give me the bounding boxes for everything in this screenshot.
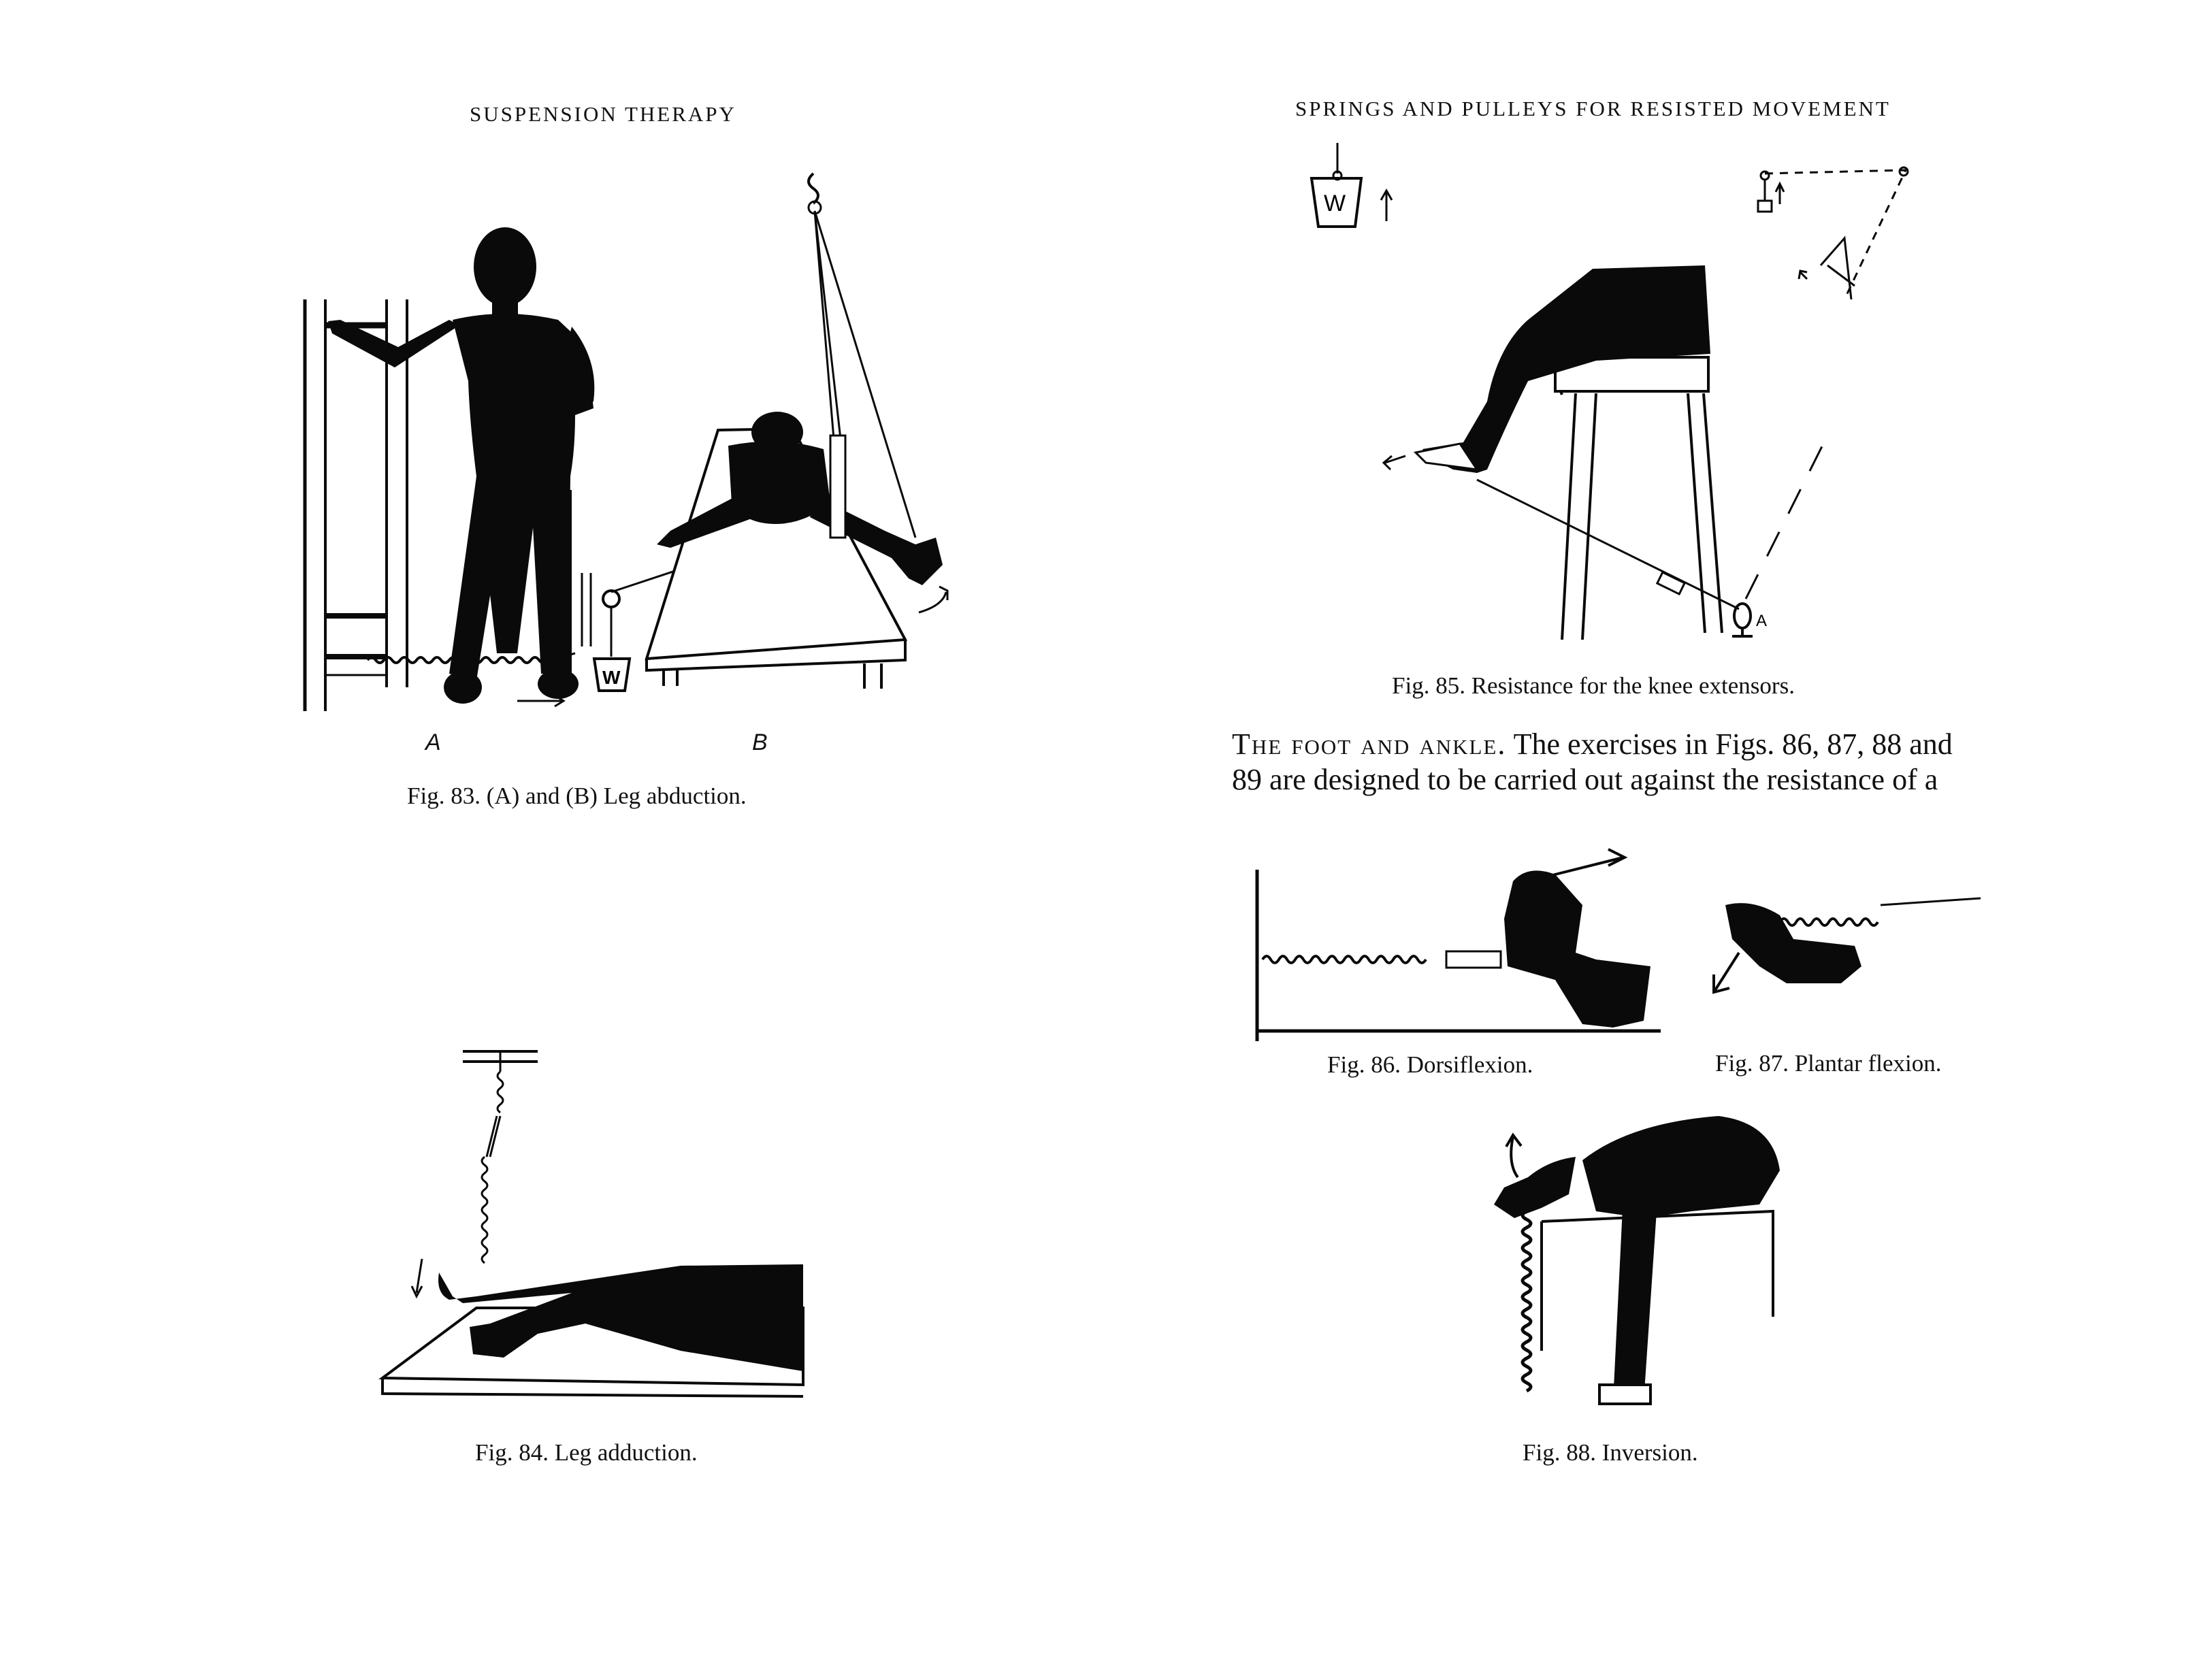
running-head-left: SUSPENSION THERAPY (470, 102, 736, 126)
fig88-illustration (1106, 0, 2212, 1657)
fig85-point-label: A (1756, 612, 1768, 630)
right-page (1106, 0, 2212, 1657)
fig83-caption: Fig. 83. (A) and (B) Leg abduction. (407, 783, 747, 809)
fig88-caption: Fig. 88. Inversion. (1523, 1439, 1698, 1466)
fig83-label-a: A (425, 729, 441, 755)
fig86-caption: Fig. 86. Dorsiflexion. (1327, 1051, 1533, 1078)
paragraph-line-2: 89 are designed to be carried out against the resistance of a (1232, 763, 1938, 796)
fig85-caption: Fig. 85. Resistance for the knee extensors. (1392, 672, 1795, 699)
fig83-weight-label: W (602, 667, 621, 688)
running-head-right: SPRINGS AND PULLEYS FOR RESISTED MOVEMENT (1295, 97, 1891, 120)
fig87-caption: Fig. 87. Plantar flexion. (1715, 1050, 1942, 1077)
fig85-weight-label: W (1324, 191, 1346, 216)
fig84-caption: Fig. 84. Leg adduction. (475, 1439, 698, 1466)
paragraph-text-1: The exercises in Figs. 86, 87, 88 and (1506, 727, 1953, 761)
fig83-label-b: B (752, 729, 768, 755)
paragraph-lead: The foot and ankle. (1232, 727, 1507, 761)
